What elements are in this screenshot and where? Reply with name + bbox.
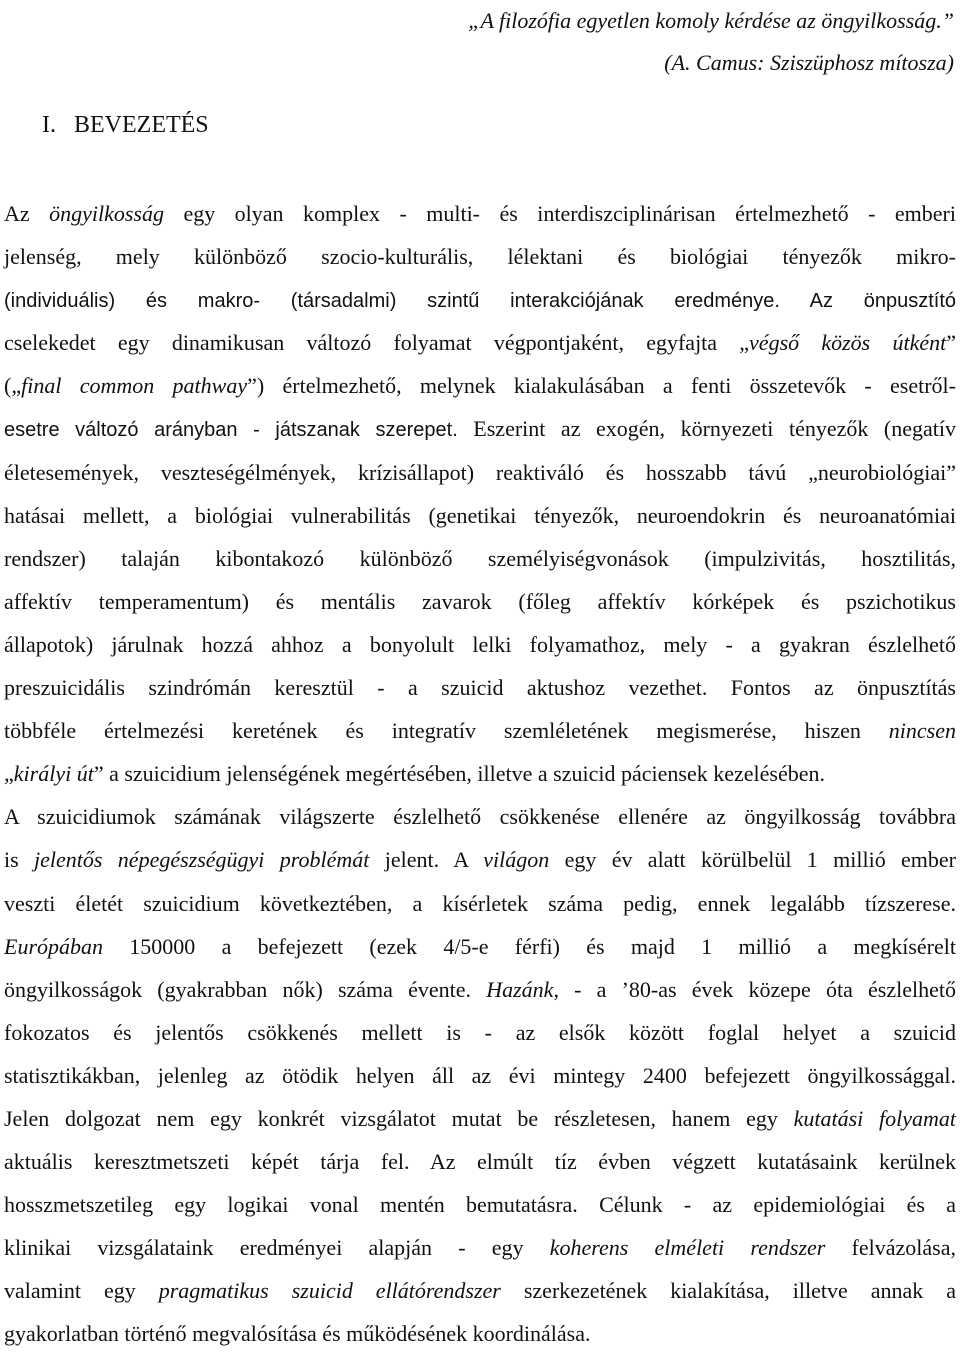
text-segment: jelent. A <box>369 847 484 873</box>
text-segment: állapotok) járulnak hozzá ahhoz a bonyolult lelki folyamathoz, mely - a gyakran észlelhető <box>4 631 956 657</box>
text-segment: rendszer) talaján kibontakozó különböző személyiségvonások (impulzivitás, hosztilitás, <box>4 545 956 571</box>
text-segment: egy év alatt körülbelül 1 millió ember <box>549 847 957 873</box>
text-segment: cselekedet egy dinamikusan változó folyamat végpontjaként, egyfajta „ <box>4 330 750 356</box>
text-line <box>4 1097 956 1140</box>
text-segment: 150000 a befejezett (ezek 4/5-e férfi) és majd 1 millió a megkísérelt <box>103 933 956 959</box>
emphasis-text: Hazánk <box>486 976 554 1002</box>
text-line <box>4 407 956 450</box>
text-line <box>4 364 956 407</box>
emphasis-text: öngyilkosság <box>49 201 164 226</box>
section-heading <box>42 104 209 146</box>
text-line <box>4 925 956 968</box>
text-segment: hatásai mellett, a biológiai vulnerabilitás (genetikai tényezők, neuroendokrin és neuroanatómiai <box>4 502 956 528</box>
emphasis-text: világon <box>483 847 550 873</box>
text-line <box>4 1226 956 1269</box>
section-number: I. <box>42 112 56 138</box>
text-line <box>4 192 956 235</box>
text-line <box>4 321 956 364</box>
text-line <box>4 235 956 278</box>
text-segment: valamint egy <box>4 1278 159 1304</box>
text-line <box>4 1312 956 1355</box>
text-segment: , - a ’80-as évek közepe óta észlelhető <box>553 976 956 1002</box>
emphasis-text: Európában <box>4 933 103 959</box>
text-line <box>4 838 956 881</box>
emphasis-text: jelentős népegészségügyi problémát <box>34 847 370 873</box>
text-segment: statisztikákban, jelenleg az ötödik helyen áll az évi mintegy 2400 befejezett öngyilkossággal. <box>4 1062 956 1088</box>
text-segment: A szuicidiumok számának világszerte észlelhető csökkenése ellenére az öngyilkosság továbbra <box>4 804 956 830</box>
text-segment: is <box>4 847 35 873</box>
text-segment: affektív temperamentum) és mentális zavarok (főleg affektív kórképek és pszichotikus <box>4 588 956 614</box>
text-line <box>4 882 956 925</box>
text-segment: öngyilkosságok (gyakrabban nők) száma évente. <box>4 976 487 1002</box>
body-paragraph <box>4 192 956 1356</box>
text-segment: fokozatos és jelentős csökkenés mellett is - az elsők között foglal helyet a szuicid <box>4 1019 956 1045</box>
text-segment: életesemények, veszteségélmények, krízisállapot) reaktiváló és hosszabb távú „neurobiológiai” <box>4 459 956 485</box>
text-line <box>4 1011 956 1054</box>
text-line <box>4 968 956 1011</box>
text-segment: veszti életét szuicidium következtében, a kísérletek száma pedig, ennek legalább tízszerese. <box>4 890 956 916</box>
epigraph <box>0 0 954 84</box>
section-title: BEVEZETÉS <box>74 112 209 138</box>
text-segment: hosszmetszetileg egy logikai vonal mentén bemutatásra. Célunk - az epidemiológiai és a <box>4 1192 956 1218</box>
emphasis-text: végső közös útként <box>749 330 947 356</box>
emphasis-text: koherens elméleti rendszer <box>549 1235 826 1261</box>
text-segment: Az <box>4 201 50 226</box>
text-line <box>4 795 956 838</box>
text-line <box>4 1054 956 1097</box>
text-line <box>4 1269 956 1312</box>
epigraph-source: (A. Camus: Sziszüphosz mítosza) <box>664 50 954 75</box>
text-segment: felvázolása, <box>825 1235 956 1261</box>
text-line <box>4 451 956 494</box>
text-segment: preszuicidális szindrómán keresztül - a szuicid aktushoz vezethet. Fontos az önpusztítás <box>4 675 956 701</box>
emphasis-text: nincsen <box>888 718 956 744</box>
text-segment: aktuális keresztmetszeti képét tárja fel. Az elmúlt tíz évben végzett kutatásaink kerülnek <box>4 1149 956 1175</box>
text-segment: ” a szuicidium jelenségének megértésében, illetve a szuicid páciensek kezelésében. <box>93 761 825 787</box>
text-line <box>4 278 956 321</box>
text-line <box>4 666 956 709</box>
sans-text: Az önpusztító <box>779 290 957 313</box>
epigraph-quote: „A filozófia egyetlen komoly kérdése az öngyilkosság.” <box>468 8 954 33</box>
text-segment: szerkezetének kialakítása, illetve annak a <box>500 1278 956 1304</box>
text-line <box>4 580 956 623</box>
text-line <box>4 537 956 580</box>
text-line <box>4 623 956 666</box>
emphasis-text: kutatási folyamat <box>793 1105 956 1131</box>
emphasis-text: final common pathway <box>21 373 248 399</box>
text-line <box>4 494 956 537</box>
text-segment: klinikai vizsgálataink eredményei alapján - egy <box>4 1235 550 1261</box>
sans-text: esetre változó arányban - játszanak szerepet. <box>4 419 458 442</box>
text-segment: ”) értelmezhető, melynek kialakulásában a fenti összetevők - esetről- <box>247 373 956 399</box>
text-segment: ” <box>946 330 956 356</box>
text-segment: egy olyan komplex - multi- és interdiszciplinárisan értelmezhető - emberi <box>164 201 956 226</box>
text-segment: jelenség, mely különböző szocio-kulturális, lélektani és biológiai tényezők mikro- <box>4 244 956 270</box>
sans-text: (individuális) és makro- (társadalmi) szintű interakciójának eredménye. <box>4 290 780 313</box>
text-segment: Jelen dolgozat nem egy konkrét vizsgálatot mutat be részletesen, hanem egy <box>4 1105 794 1131</box>
text-line <box>4 709 956 752</box>
text-line <box>4 1183 956 1226</box>
text-segment: gyakorlatban történő megvalósítása és működésének koordinálása. <box>4 1321 591 1347</box>
text-line <box>4 752 956 795</box>
emphasis-text: királyi út <box>13 761 94 787</box>
emphasis-text: pragmatikus szuicid ellátórendszer <box>158 1278 501 1304</box>
text-segment: „ <box>4 761 14 787</box>
text-segment: többféle értelmezési keretének és integratív szemléletének megismerése, hiszen <box>4 718 889 744</box>
text-segment: („ <box>4 373 22 399</box>
text-line <box>4 1140 956 1183</box>
text-segment: Eszerint az exogén, környezeti tényezők (negatív <box>457 416 956 442</box>
